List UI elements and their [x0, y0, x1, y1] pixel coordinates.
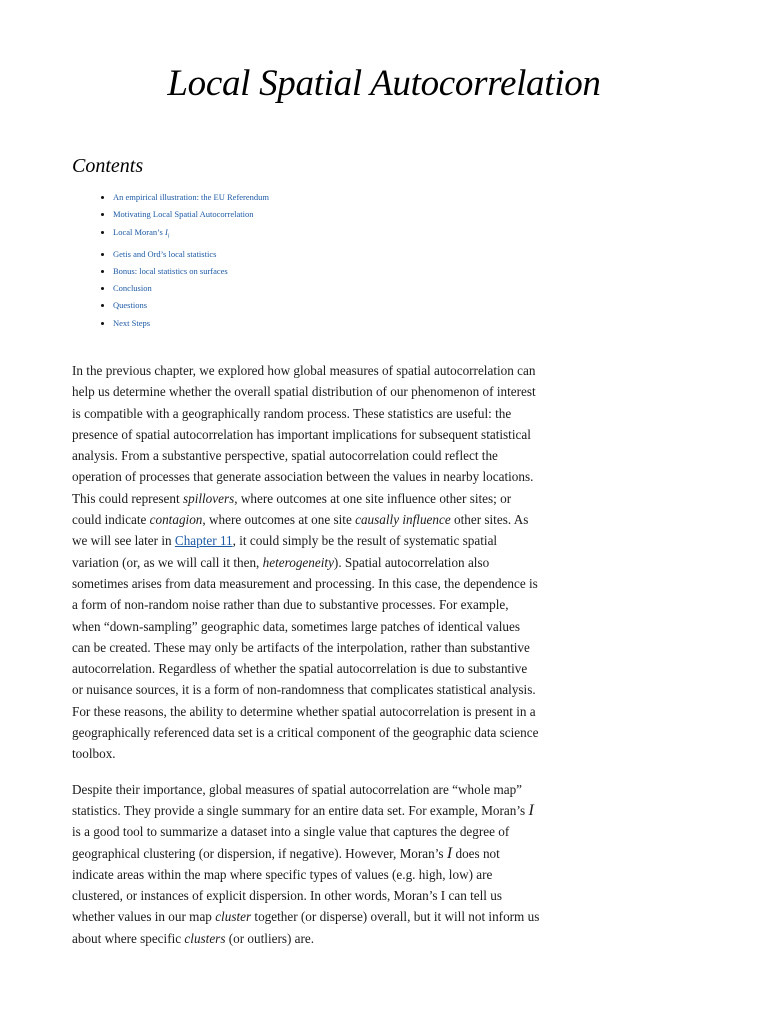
emphasis-contagion: contagion: [149, 512, 203, 528]
toc-link-questions[interactable]: Questions: [113, 300, 147, 311]
moran-subscript: i: [167, 233, 170, 240]
text-run: Despite their importance, global measures of spatial autocorrelation are “whole map” statistics. They provide a single summary for an entire data set. For example, Moran’s: [72, 781, 529, 818]
contents-heading: Contents: [72, 155, 144, 177]
emphasis-spillovers: spillovers: [182, 490, 235, 506]
text-run: ). Spatial autocorrelation also sometimes arises from data measurement and processing. In this case, the dependence is a form of non-random noise rather than due to substantive processes. For example, when “down-sampling” geographic data, sometimes large patches of identical values can be created. These may only be artifacts of the interpolation, rather than substantive autocorrelation. Regardless of whether the spatial autocorrelation is due to substantive or nuisance sources, it is a form of non-randomness that complicates statistical analysis. For these reasons, the ability to determine whether spatial autocorrelation is present in a geographically referenced data set is a critical component of the geographic data science toolbox.: [72, 554, 539, 762]
text-run: , where outcomes at one site: [202, 512, 356, 528]
toc-link-local-morans[interactable]: [113, 226, 170, 240]
toc-item: [113, 263, 269, 280]
body-text: [72, 360, 540, 963]
toc-link-local-morans-label: Local Moran’s: [113, 226, 163, 237]
text-run: does not indicate areas within the map where specific types of values (e.g. high, low) are clustered, or instances of explicit dispersion. In other words, Moran’s I can tell us whether values in our map: [72, 845, 502, 925]
paragraph-intro: [72, 360, 540, 765]
toc-item: [113, 315, 269, 332]
toc-link-conclusion[interactable]: Conclusion: [113, 283, 152, 294]
math-moran-i: I: [446, 844, 453, 862]
toc-link-next-steps[interactable]: Next Steps: [113, 317, 151, 328]
text-run: together (or disperse) overall, but it will not inform us about where specific: [72, 909, 540, 946]
toc-item: [113, 224, 269, 246]
math-moran-i: I: [528, 801, 534, 819]
chapter-11-link[interactable]: Chapter 11: [174, 533, 233, 549]
table-of-contents: [96, 189, 269, 332]
text-run: is a good tool to summarize a dataset into a single value that captures the degree of geographical clustering (or dispersion, if negative). However, Moran’s: [72, 824, 510, 861]
emphasis-causally-influence: causally influence: [355, 512, 451, 528]
text-run: , it could simply be the result of systematic spatial variation (or, as we will call it then,: [72, 533, 498, 570]
emphasis-cluster: cluster: [215, 909, 252, 925]
paragraph-global-vs-local: [72, 779, 540, 949]
toc-link-eu-referendum[interactable]: An empirical illustration: the EU Referendum: [113, 192, 270, 202]
emphasis-heterogeneity: heterogeneity: [262, 554, 334, 570]
toc-item: [113, 189, 269, 206]
toc-item: [113, 206, 269, 223]
toc-link-bonus-surfaces[interactable]: Bonus: local statistics on surfaces: [113, 265, 228, 276]
text-run: (or outliers) are.: [225, 930, 315, 946]
text-run: , where outcomes at one site influence other sites; or could indicate: [72, 490, 512, 528]
toc-item: [113, 297, 269, 314]
text-run: In the previous chapter, we explored how global measures of spatial autocorrelation can help us determine whether the overall spatial distribution of our phenomenon of interest is compatible with a geographically random process. These statistics are useful: the presence of spatial autocorrelation has important implications for subsequent statistical analysis. From a substantive perspective, spatial autocorrelation could reflect the operation of processes that generate association between the values in nearby locations. This could represent: [72, 363, 536, 506]
text-run: other sites. As we will see later in: [72, 512, 529, 549]
toc-item: [113, 246, 269, 263]
toc-item: [113, 280, 269, 297]
toc-link-motivating[interactable]: Motivating Local Spatial Autocorrelation: [113, 209, 254, 220]
moran-symbol: I: [164, 226, 168, 237]
toc-link-getis-ord[interactable]: Getis and Ord’s local statistics: [113, 248, 217, 259]
page-title: Local Spatial Autocorrelation: [167, 63, 601, 104]
emphasis-clusters: clusters: [184, 930, 226, 946]
